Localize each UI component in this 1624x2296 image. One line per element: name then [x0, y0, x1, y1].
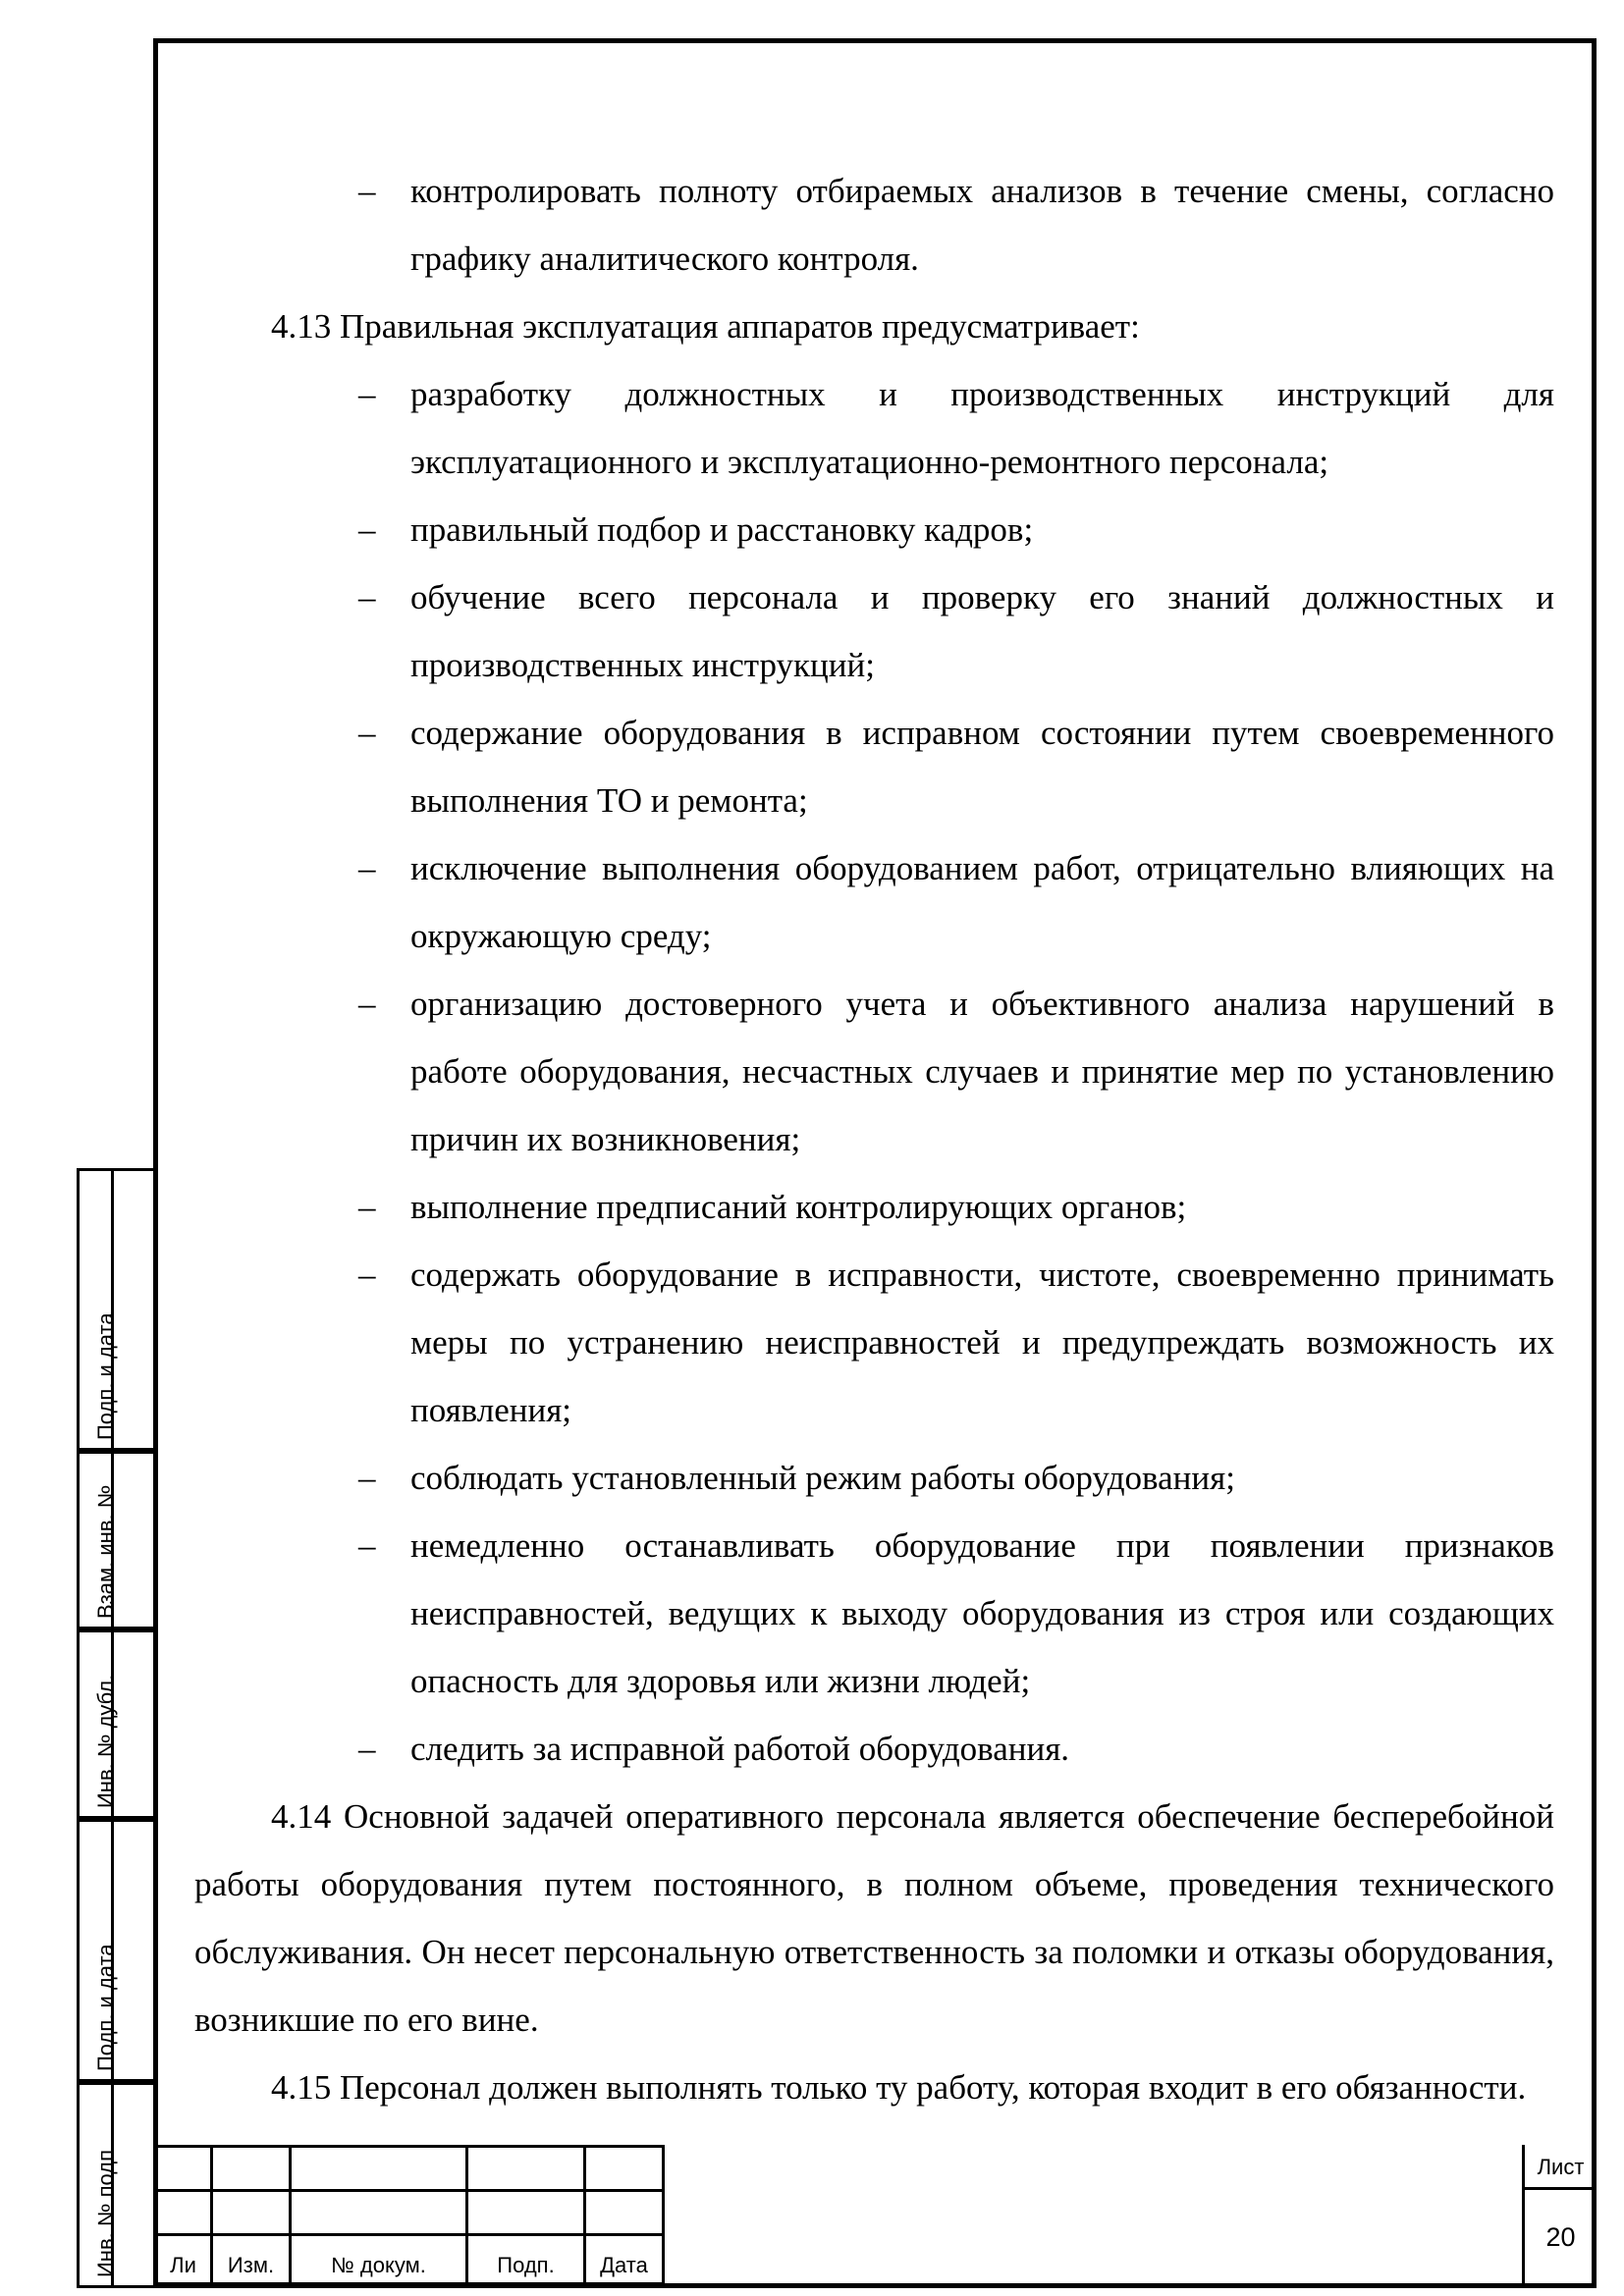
strip-cell-replace-inv: [77, 1451, 153, 1629]
list-item-text: контролировать полноту отбираемых анализов в течение смены, согласно графику аналитического контроля.: [410, 172, 1554, 278]
sheet-label: Лист: [1525, 2145, 1597, 2190]
list-item: [194, 1512, 1554, 1715]
dash-bullet: –: [358, 1730, 376, 1768]
list-item-text: обучение всего персонала и проверку его знаний должностных и производственных инструкций;: [410, 578, 1554, 684]
list-item: [194, 157, 1554, 293]
col-header-change: Изм.: [212, 2235, 291, 2284]
col-header-doc-number: № докум.: [291, 2235, 467, 2284]
strip-cell-dup-inv: [77, 1629, 153, 1819]
strip-label: Взам. инв. №: [93, 1484, 118, 1619]
dash-bullet: –: [358, 1188, 376, 1226]
dash-bullet: –: [358, 578, 376, 616]
list-item-text: организацию достоверного учета и объективного анализа нарушений в работе оборудования, несчастных случаев и принятие мер по установлению причин их возникновения;: [410, 985, 1554, 1158]
list-item-text: правильный подбор и расстановку кадров;: [410, 510, 1034, 549]
list-item: [194, 834, 1554, 970]
document-body: [194, 157, 1554, 2121]
dash-bullet: –: [358, 1255, 376, 1294]
list-item: [194, 699, 1554, 834]
list-item: [194, 360, 1554, 496]
paragraph: 4.13 Правильная эксплуатация аппаратов предусматривает:: [271, 307, 1140, 346]
dash-bullet: –: [358, 1526, 376, 1565]
dash-bullet: –: [358, 1459, 376, 1497]
list-item: [194, 970, 1554, 1173]
dash-bullet: –: [358, 375, 376, 413]
dash-bullet: –: [358, 985, 376, 1023]
list-item-text: немедленно останавливать оборудование при появлении признаков неисправностей, ведущих к выходу оборудования из строя или создающих опасность для здоровья или жизни людей;: [410, 1526, 1554, 1700]
strip-cell-sign-date-1: [77, 1168, 153, 1451]
list-item-text: разработку должностных и производственных инструкций для эксплуатационного и эксплуатационно-ремонтного персонала;: [410, 375, 1554, 481]
list-item-text: следить за исправной работой оборудования.: [410, 1730, 1070, 1768]
dash-bullet: –: [358, 849, 376, 887]
sheet-box: [1522, 2145, 1597, 2288]
strip-label: Инв. № подп: [93, 2149, 118, 2277]
paragraph: 4.14 Основной задачей оперативного персонала является обеспечение бесперебойной работы оборудования путем постоянного, в полном объеме, проведения технического обслуживания. Он несет персональную ответственность за поломки и отказы оборудования, возникшие по его вине.: [194, 1797, 1554, 2039]
list-item: [194, 496, 1554, 563]
sheet-number: 20: [1545, 2222, 1576, 2252]
strip-label: Подп. и дата: [93, 1944, 118, 2071]
paragraph: 4.15 Персонал должен выполнять только ту работу, которая входит в его обязанности.: [271, 2068, 1527, 2107]
strip-cell-sign-date-2: [77, 1819, 153, 2082]
col-header-signature: Подп.: [467, 2235, 585, 2284]
list-item: [194, 563, 1554, 699]
dash-bullet: –: [358, 172, 376, 210]
revision-table: [153, 2145, 665, 2285]
list-item: [194, 1173, 1554, 1241]
title-block: [153, 2145, 1597, 2288]
list-item-text: содержать оборудование в исправности, чистоте, своевременно принимать меры по устранению неисправностей и предупреждать возможность их появления;: [410, 1255, 1554, 1429]
side-stamp-strip: [77, 1168, 153, 2288]
list-item: [194, 1241, 1554, 1444]
strip-label: Подп. и дата: [93, 1312, 118, 1440]
strip-label: Инв. № дубл.: [93, 1674, 118, 1808]
dash-bullet: –: [358, 510, 376, 549]
list-item-text: соблюдать установленный режим работы оборудования;: [410, 1459, 1235, 1497]
col-header-date: Дата: [585, 2235, 664, 2284]
dash-bullet: –: [358, 714, 376, 752]
list-item: [194, 1444, 1554, 1512]
col-header-li: Ли: [155, 2235, 212, 2284]
list-item: [194, 1715, 1554, 1783]
list-item-text: содержание оборудования в исправном состоянии путем своевременного выполнения ТО и ремонта;: [410, 714, 1554, 820]
list-item-text: выполнение предписаний контролирующих органов;: [410, 1188, 1187, 1226]
list-item-text: исключение выполнения оборудованием работ, отрицательно влияющих на окружающую среду;: [410, 849, 1554, 955]
strip-cell-orig-inv: [77, 2082, 153, 2288]
